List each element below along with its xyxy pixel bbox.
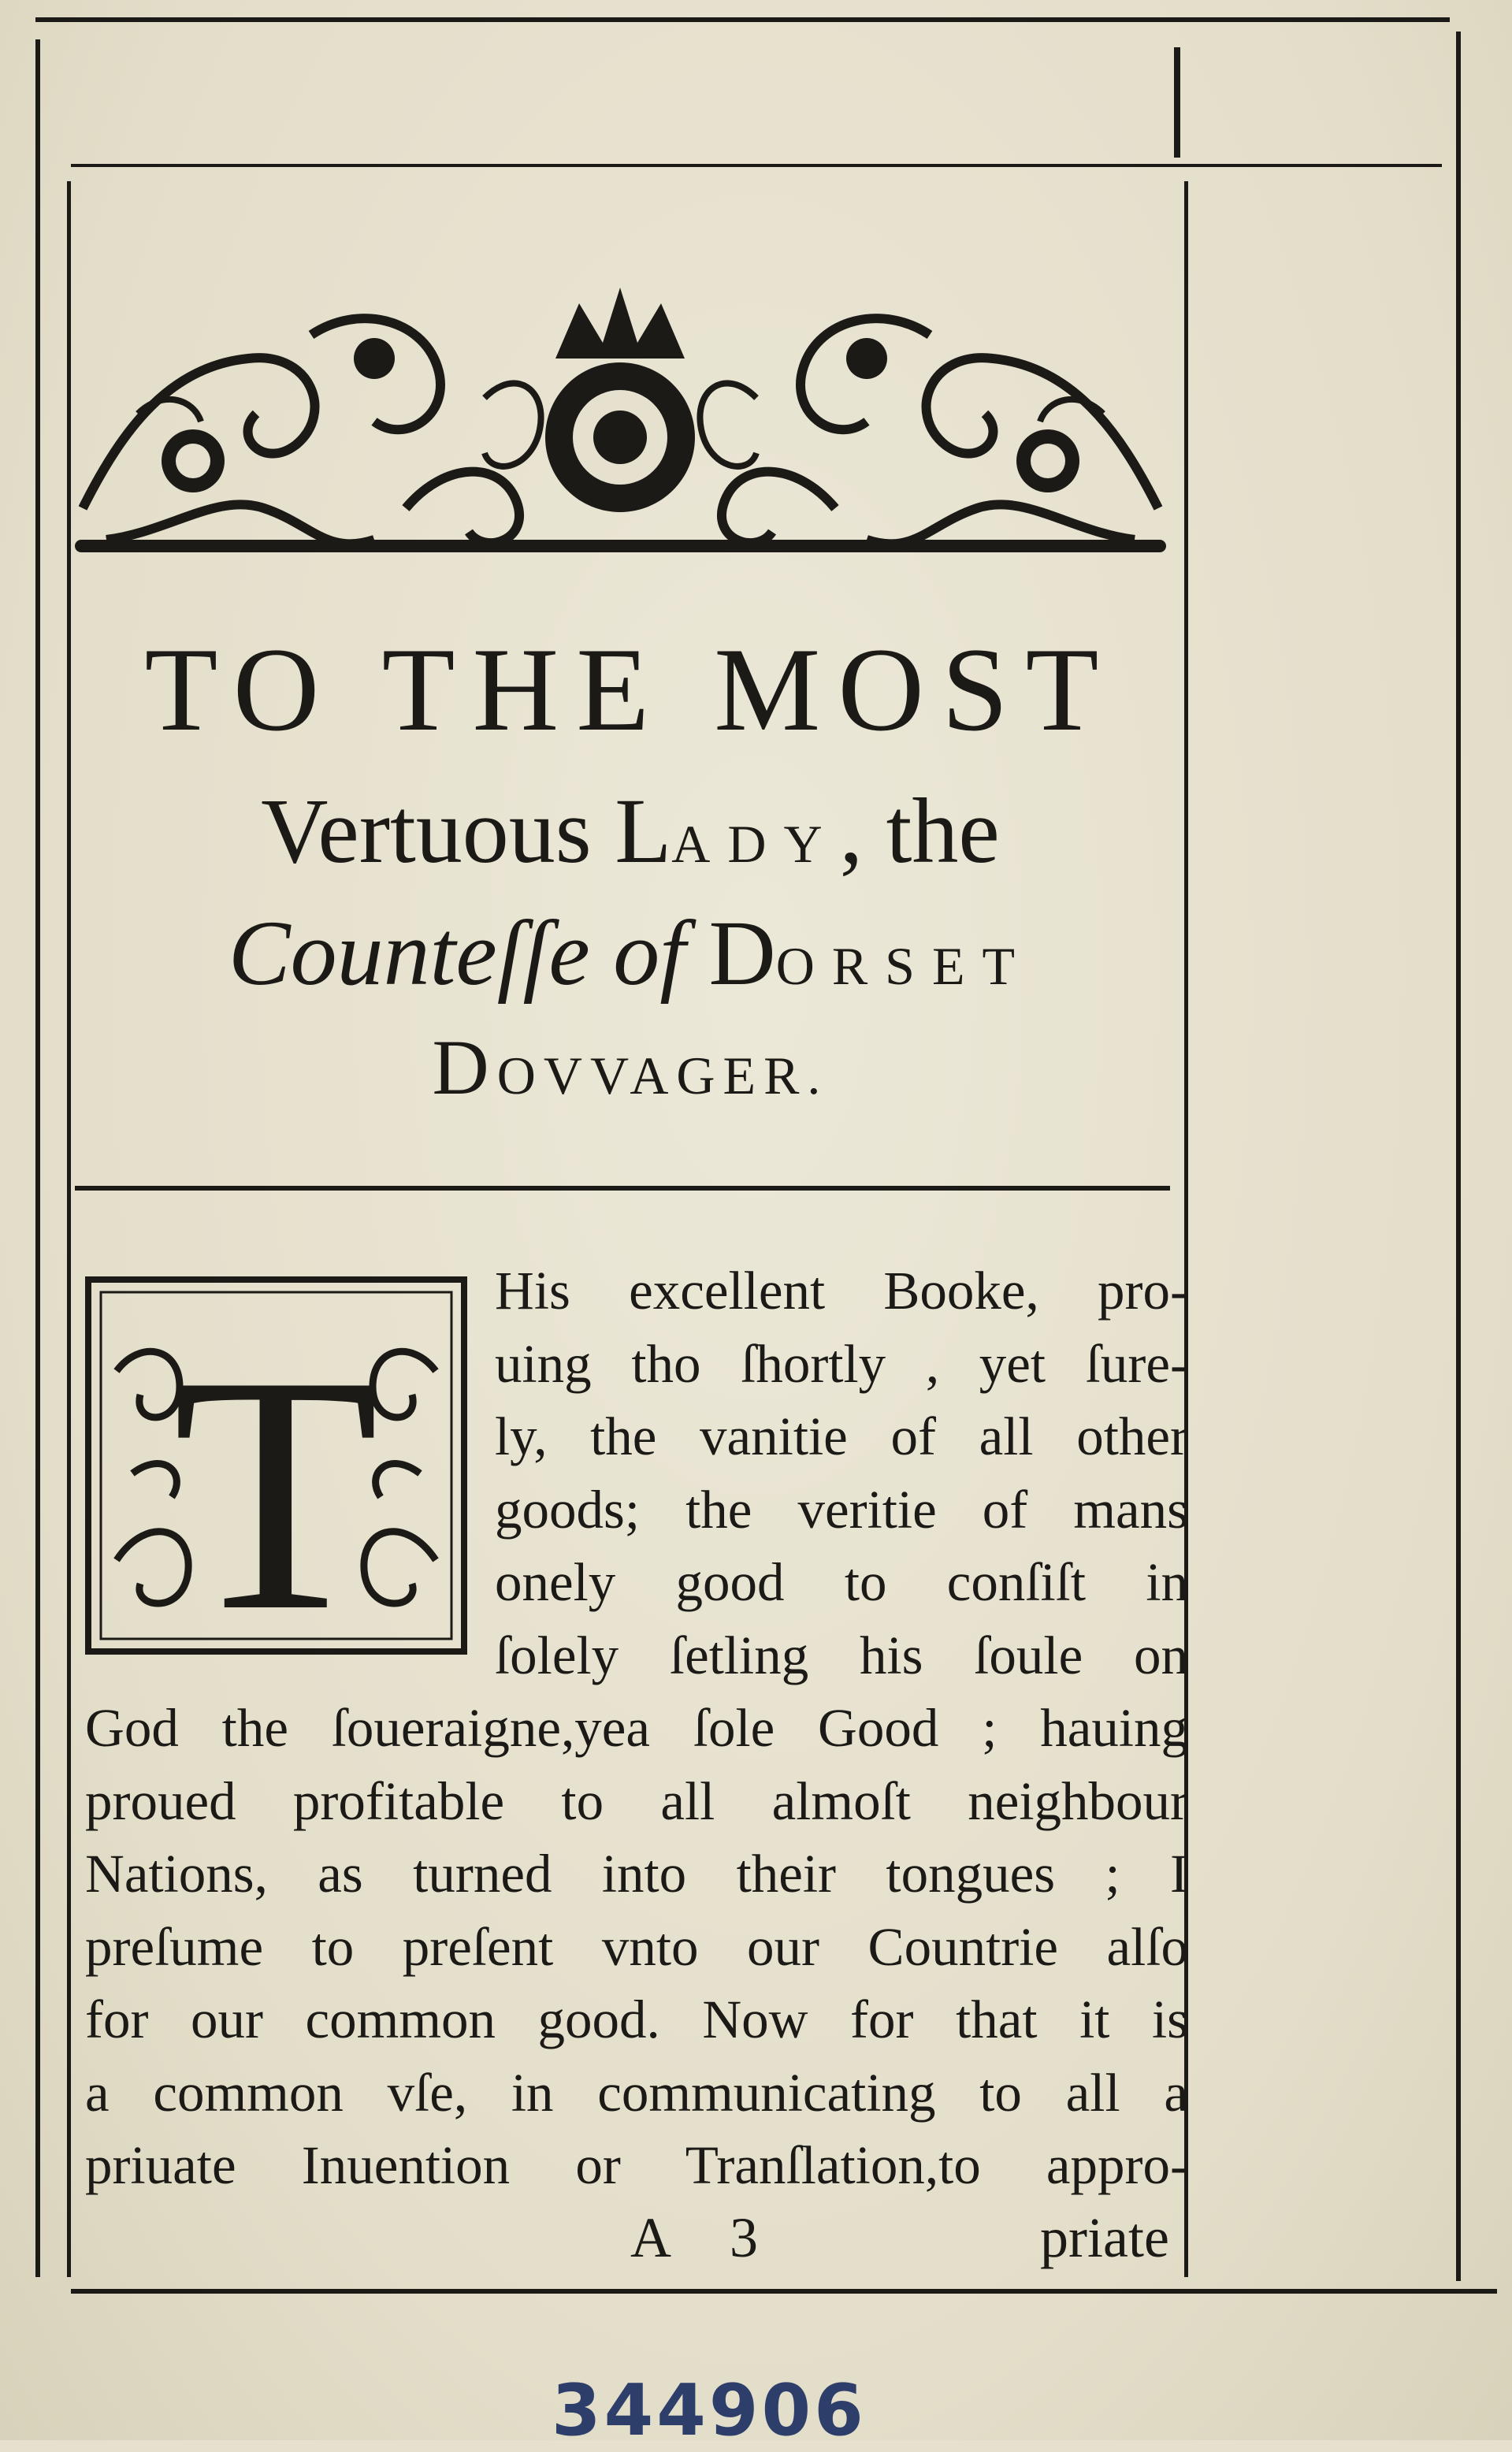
body-line: a common vſe, in communicating to all a: [85, 2062, 1188, 2123]
body-line: Nations, as turned into their tongues ; I: [85, 1844, 1188, 1904]
body-line: goods; the veritie of mans: [495, 1479, 1188, 1540]
body-line: ly, the vanitie of all other: [495, 1406, 1188, 1466]
signature-mark: A 3: [630, 2206, 782, 2269]
frame-left-rule: [35, 39, 40, 2277]
frame-top-rule: [35, 17, 1450, 22]
body-line: proued profitable to all almoſt neighbour: [85, 1770, 1188, 1831]
body-line: ſolely ſetling his ſoule on: [495, 1625, 1188, 1685]
dedication-title-line-3: Counteſſe of DORSET: [228, 901, 1033, 1005]
frame-right-rule: [1456, 32, 1461, 2281]
body-line: God the ſoueraigne,yea ſole Good ; hauing: [85, 1698, 1188, 1758]
text-left-rule: [67, 181, 71, 2277]
catchword: priate: [1040, 2206, 1169, 2269]
body-line: His excellent Booke, pro-: [495, 1261, 1188, 1321]
drop-cap-letter: T: [172, 1306, 380, 1655]
body-line: preſume to preſent vnto our Countrie alſo: [85, 1916, 1188, 1977]
dedication-title-line-1: TO THE MOST: [144, 623, 1116, 756]
section-rule: [75, 1186, 1170, 1191]
dedication-title-line-4: DOVVAGER.: [432, 1024, 829, 1111]
dedication-body: [85, 1254, 1188, 2202]
dedication-title-line-2: Vertuous LADY, the: [261, 779, 1000, 882]
body-line: priuate Inuention or Tranſlation,to appro-: [85, 2135, 1188, 2195]
frame-bottom-rule: [71, 2289, 1497, 2294]
body-line: onely good to conſiſt in: [495, 1552, 1188, 1612]
body-line: uing tho ſhortly , yet ſure-: [495, 1333, 1188, 1394]
woodcut-headpiece-ornament: [75, 272, 1166, 571]
header-mark: [1174, 47, 1180, 158]
library-stamp: 344906: [552, 2369, 867, 2452]
header-rule: [71, 164, 1442, 167]
body-line: for our common good. Now for that it is: [85, 1989, 1188, 2049]
